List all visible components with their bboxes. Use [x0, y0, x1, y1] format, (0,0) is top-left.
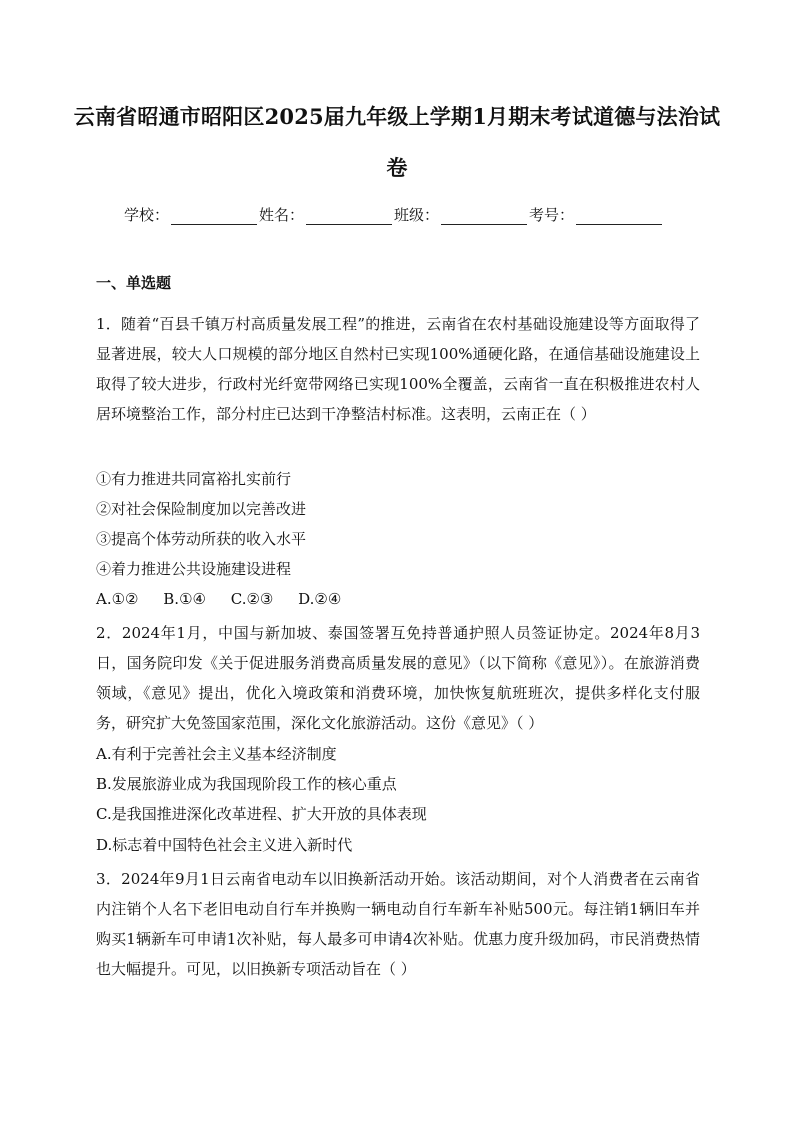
question-1-options — [96, 590, 361, 608]
class-label: 班级： — [394, 206, 440, 224]
question-2-stem: 2．2024年1月，中国与新加坡、泰国签署互免持普通护照人员签证协定。2024年8月3日，国务院印发《关于促进服务消费高质量发展的意见》（以下简称《意见》）。在旅游消费领域，《意见》提出，优化入境政策和消费环境，加快恢复航班班次，提供多样化支付服务，研究扩大免签国家范围，深化文化旅游活动。这份《意见》（ ） — [96, 624, 700, 732]
question-1-stem: 1．随着“百县千镇万村高质量发展工程”的推进，云南省在农村基础设施建设等方面取得了显著进展，较大人口规模的部分地区自然村已实现100%通硬化路，在通信基础设施建设上取得了较大进步，行政村光纤宽带网络已实现100%全覆盖，云南省一直在积极推进农村人居环境整治工作，部分村庄已达到干净整洁村标准。这表明，云南正在（ ） — [96, 315, 700, 423]
question-1-statement-2: ②对社会保险制度加以完善改进 — [96, 500, 307, 518]
exam-title-line1: 云南省昭通市昭阳区2025届九年级上学期1月期末考试道德与法治试 — [73, 104, 721, 129]
question-1-option-d[interactable]: D.②④ — [298, 590, 342, 608]
section-heading: 一、单选题 — [96, 274, 172, 292]
name-label: 姓名： — [259, 206, 305, 224]
question-1-option-c[interactable]: C.②③ — [230, 590, 274, 608]
question-2-option-a[interactable]: A.有利于完善社会主义基本经济制度 — [96, 745, 337, 763]
class-blank[interactable] — [441, 208, 527, 225]
student-info-row — [124, 204, 664, 225]
exam-title-line2: 卷 — [386, 155, 408, 180]
question-2-option-c[interactable]: C.是我国推进深化改革进程、扩大开放的具体表现 — [96, 805, 427, 823]
question-1-option-b[interactable]: B.①④ — [163, 590, 206, 608]
question-3-stem: 3．2024年9月1日云南省电动车以旧换新活动开始。该活动期间，对个人消费者在云南省内注销个人名下老旧电动自行车并换购一辆电动自行车新车补贴500元。每注销1辆旧车并购买1辆新车可申请1次补贴，每人最多可申请4次补贴。优惠力度升级加码，市民消费热情也大幅提升。可见，以旧换新专项活动旨在（ ） — [96, 870, 700, 978]
school-blank[interactable] — [171, 208, 257, 225]
question-1-statement-3: ③提高个体劳动所获的收入水平 — [96, 530, 307, 548]
number-label: 考号： — [529, 206, 575, 224]
school-label: 学校： — [124, 206, 170, 224]
number-blank[interactable] — [576, 208, 662, 225]
question-1-option-a[interactable]: A.①② — [96, 590, 139, 608]
question-1-statement-4: ④着力推进公共设施建设进程 — [96, 560, 292, 578]
name-blank[interactable] — [306, 208, 392, 225]
question-2-option-b[interactable]: B.发展旅游业成为我国现阶段工作的核心重点 — [96, 775, 397, 793]
question-2-option-d[interactable]: D.标志着中国特色社会主义进入新时代 — [96, 836, 353, 854]
question-1-statement-1: ①有力推进共同富裕扎实前行 — [96, 470, 292, 488]
